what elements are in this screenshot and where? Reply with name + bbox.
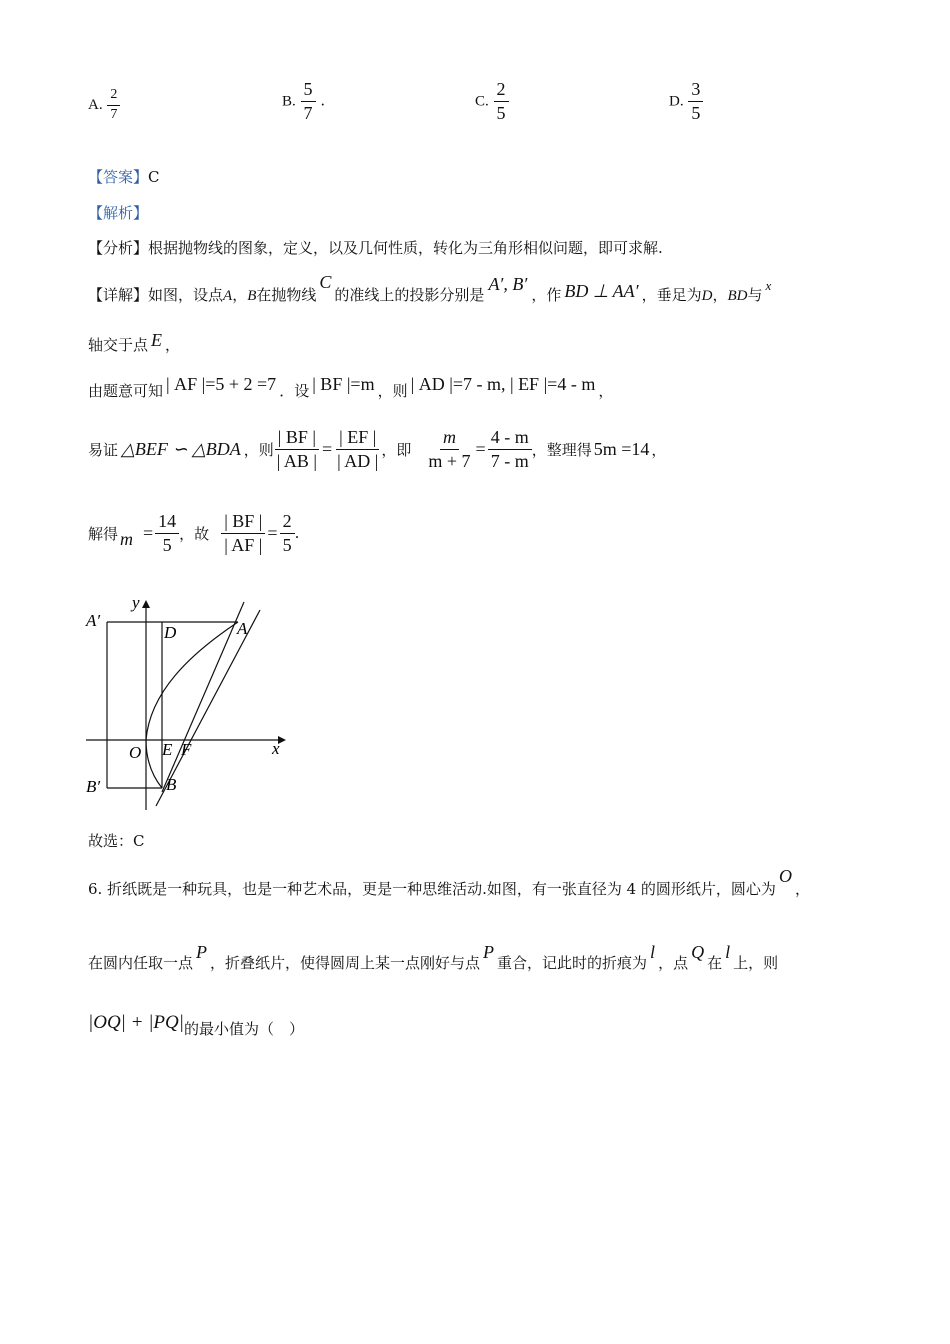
conclusion: 故选：C bbox=[88, 832, 145, 850]
period: . bbox=[294, 524, 300, 543]
comma: ， bbox=[598, 382, 614, 400]
detail-line-1 bbox=[88, 272, 772, 305]
label-d: D bbox=[164, 623, 177, 642]
point-a: A bbox=[223, 288, 233, 304]
frac-den: 5 bbox=[162, 534, 172, 555]
comma: ， bbox=[651, 440, 667, 459]
fraction-2-5 bbox=[280, 512, 295, 555]
frac-num: 14 bbox=[155, 512, 179, 534]
answer-value: C bbox=[148, 168, 160, 186]
option-b-label: B. bbox=[282, 93, 296, 110]
option-d bbox=[669, 80, 703, 123]
option-b-suffix: . bbox=[320, 91, 326, 110]
q6-line-2 bbox=[88, 942, 779, 973]
label-y: y bbox=[132, 593, 140, 612]
option-a-den: 7 bbox=[110, 106, 118, 122]
crease-l: l bbox=[650, 942, 656, 962]
ad-ef-equation: | AD |=7 - m, | EF |=4 - m bbox=[410, 374, 596, 394]
detail-text-1: 如图，设点 bbox=[148, 286, 224, 304]
frac-den: 5 bbox=[282, 534, 292, 555]
frac-num: 2 bbox=[280, 512, 295, 534]
fraction-m bbox=[425, 428, 473, 471]
analysis-line bbox=[88, 237, 663, 258]
analysis-tag: 【分析】 bbox=[88, 239, 149, 257]
option-c-fraction bbox=[494, 80, 509, 123]
option-b-num: 5 bbox=[301, 80, 316, 102]
option-c-den: 5 bbox=[496, 102, 506, 123]
label-b: B bbox=[166, 775, 177, 794]
detail-text-2: 在抛物线 bbox=[256, 286, 317, 304]
option-b-fraction bbox=[301, 80, 316, 123]
option-d-fraction bbox=[688, 80, 703, 123]
label-f: F bbox=[181, 740, 192, 759]
analysis-heading: 【解析】 bbox=[88, 204, 149, 222]
expression-oq-pq: |OQ| + |PQ| bbox=[88, 1012, 184, 1033]
q6-text-2a: 在圆内任取一点 bbox=[88, 954, 194, 972]
q6-text-1: 6. 折纸既是一种玩具，也是一种艺术品，更是一种思维活动.如图，有一张直径为 4 的圆形纸片，圆心为 bbox=[88, 880, 776, 898]
detail-line-4 bbox=[88, 428, 666, 471]
fraction-4m-7m bbox=[488, 428, 532, 471]
fraction-ef-ad bbox=[334, 428, 381, 471]
q6-text-3: 的最小值为（ ） bbox=[183, 1020, 304, 1038]
detail-line3-mid: ．设 bbox=[279, 382, 310, 400]
q6-text-2f: 上，则 bbox=[733, 954, 779, 972]
label-o: O bbox=[129, 743, 142, 762]
bf-equation: | BF |=m bbox=[312, 374, 375, 394]
equation-5m: 5m =14 bbox=[593, 438, 650, 459]
y-axis-arrow bbox=[142, 600, 150, 608]
detail-line4-mid: ，则 bbox=[243, 440, 274, 459]
fraction-14-5 bbox=[155, 512, 179, 555]
detail-text-3: 的准线上的投影分别是 bbox=[334, 286, 485, 304]
option-d-num: 3 bbox=[688, 80, 703, 102]
detail-text-6: 与 bbox=[747, 286, 763, 304]
option-a-label: A. bbox=[88, 97, 103, 114]
comma: ， bbox=[232, 286, 248, 304]
point-q: Q bbox=[691, 942, 705, 962]
label-e: E bbox=[162, 740, 173, 759]
detail-line4-mid3: ，整理得 bbox=[531, 440, 592, 459]
point-e: E bbox=[151, 330, 163, 350]
perpendicular-expr: BD ⊥ AA′ bbox=[564, 281, 639, 301]
detail-line3-pre: 由题意可知 bbox=[88, 382, 164, 400]
detail-line2-text: 轴交于点 bbox=[88, 336, 149, 354]
answer-tag: 【答案】 bbox=[88, 168, 149, 186]
detail-line5-mid: ，故 bbox=[179, 524, 210, 543]
equals: = bbox=[475, 438, 486, 459]
q6-text-2e: 在 bbox=[707, 954, 723, 972]
similar-triangles: △BEF ∽ △BDA bbox=[121, 438, 241, 459]
option-c-num: 2 bbox=[494, 80, 509, 102]
comma: ， bbox=[794, 880, 810, 898]
crease-l: l bbox=[725, 942, 731, 962]
fraction-bf-ab bbox=[274, 428, 320, 471]
detail-tag: 【详解】 bbox=[88, 286, 149, 304]
q6-line-1 bbox=[88, 866, 810, 899]
frac-den: | AD | bbox=[337, 450, 379, 471]
option-a bbox=[88, 88, 120, 122]
equals: = bbox=[267, 522, 278, 543]
option-a-fraction bbox=[107, 88, 120, 122]
detail-line-5 bbox=[88, 512, 299, 555]
projection-points: A′, B′ bbox=[488, 274, 528, 294]
fraction-bf-af bbox=[221, 512, 265, 555]
option-b bbox=[282, 80, 325, 123]
label-x: x bbox=[272, 739, 280, 758]
frac-den: | AB | bbox=[276, 450, 317, 471]
variable-m: m bbox=[120, 528, 134, 549]
detail-line4-mid2: ，即 bbox=[381, 440, 412, 459]
equals: = bbox=[143, 522, 154, 543]
point-b: B bbox=[247, 288, 257, 304]
analysis-text: 根据抛物线的图象，定义，以及几何性质，转化为三角形相似问题，即可求解. bbox=[148, 239, 663, 257]
frac-den: m + 7 bbox=[428, 450, 471, 471]
x-axis-symbol: x bbox=[765, 278, 772, 293]
answer-line bbox=[88, 166, 160, 187]
frac-num: | BF | bbox=[275, 428, 319, 450]
frac-num: 4 - m bbox=[488, 428, 532, 450]
point-p: P bbox=[483, 942, 495, 962]
q6-text-2b: ，折叠纸片，使得圆周上某一点刚好与点 bbox=[210, 954, 481, 972]
parabola-figure bbox=[80, 592, 290, 814]
detail-line5-pre: 解得 bbox=[88, 524, 119, 543]
option-b-den: 7 bbox=[303, 102, 313, 123]
option-a-num: 2 bbox=[107, 88, 120, 106]
point-d: D bbox=[701, 288, 713, 304]
frac-den: 7 - m bbox=[490, 450, 529, 471]
equals: = bbox=[322, 438, 333, 459]
q6-line-3 bbox=[88, 1012, 304, 1040]
option-d-label: D. bbox=[669, 93, 684, 110]
q6-text-2c: 重合，记此时的折痕为 bbox=[497, 954, 648, 972]
label-a-prime: A′ bbox=[86, 611, 101, 630]
comma: ， bbox=[165, 336, 181, 354]
detail-text-4: ，作 bbox=[531, 286, 562, 304]
detail-line4-pre: 易证 bbox=[88, 440, 119, 459]
option-d-den: 5 bbox=[691, 102, 701, 123]
option-c bbox=[475, 80, 509, 123]
label-b-prime: B′ bbox=[86, 777, 101, 796]
frac-den: | AF | bbox=[224, 534, 263, 555]
af-equation: | AF |=5 + 2 =7 bbox=[166, 374, 277, 394]
detail-line-3 bbox=[88, 374, 614, 401]
option-c-label: C. bbox=[475, 93, 489, 110]
point-p: P bbox=[196, 942, 208, 962]
label-a: A bbox=[237, 619, 248, 638]
detail-text-5: ，垂足为 bbox=[641, 286, 702, 304]
comma: ， bbox=[712, 286, 728, 304]
frac-num: | EF | bbox=[336, 428, 379, 450]
detail-line-2 bbox=[88, 330, 181, 355]
detail-line3-mid2: ，则 bbox=[377, 382, 408, 400]
center-o: O bbox=[778, 866, 792, 886]
curve-c: C bbox=[319, 272, 332, 292]
frac-num: | BF | bbox=[221, 512, 265, 534]
frac-num: m bbox=[440, 428, 459, 450]
segment-bd: BD bbox=[727, 288, 748, 304]
q6-text-2d: ，点 bbox=[658, 954, 689, 972]
